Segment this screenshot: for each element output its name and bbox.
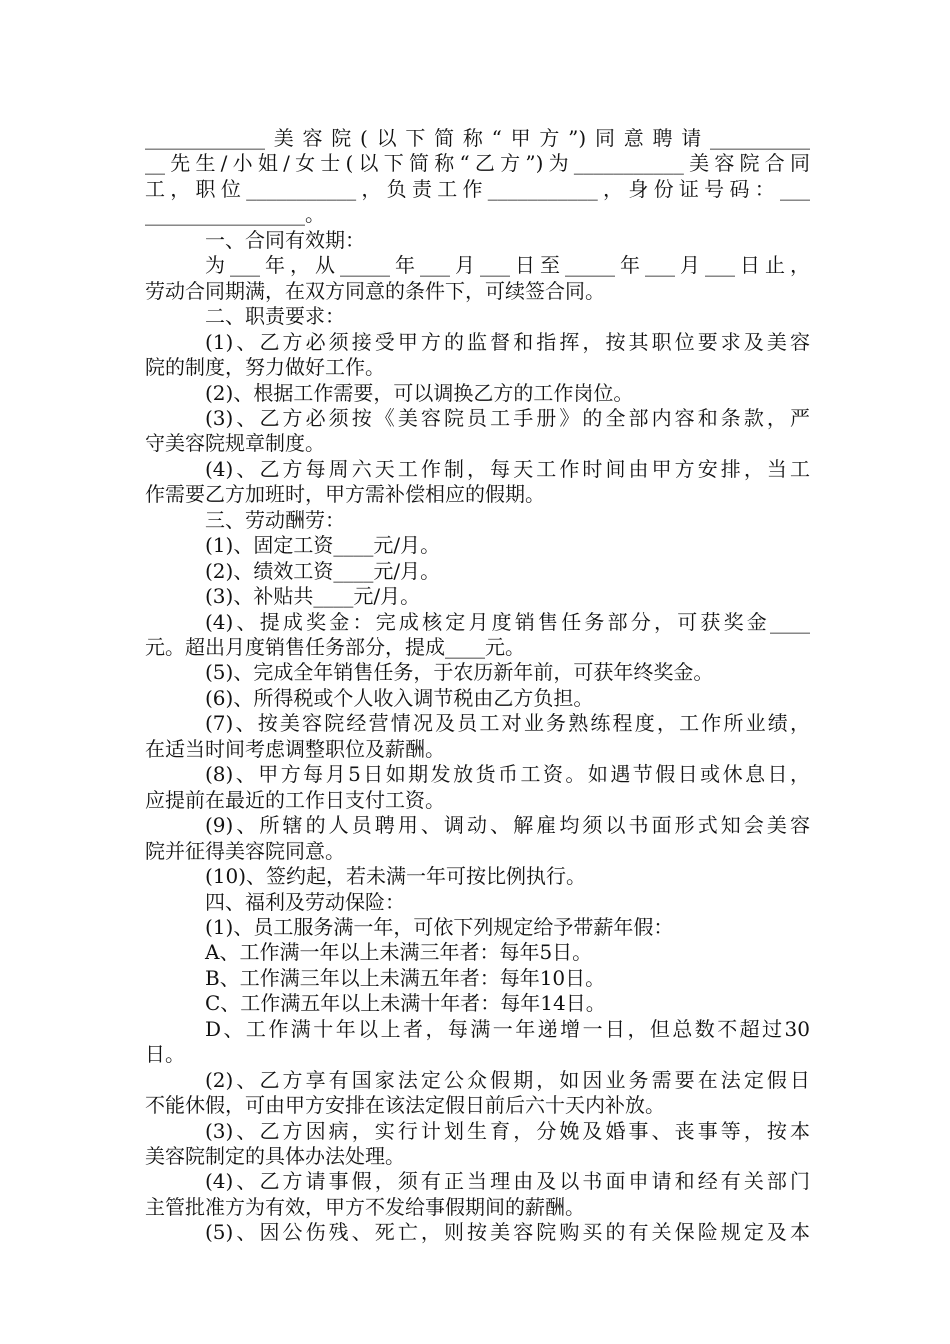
text-line: (2)、根据工作需要，可以调换乙方的工作岗位。 [205, 380, 634, 405]
text-line: 主管批准方为有效，甲方不发给事假期间的薪酬。 [145, 1194, 585, 1219]
text-line: (3)、补贴共____元/月。 [205, 584, 421, 609]
text-line: (4)、提成奖金：完成核定月度销售任务部分，可获奖金____ [205, 609, 810, 634]
text-line: (3)、乙方必须按《美容院员工手册》的全部内容和条款，严 [205, 405, 810, 430]
text-line: 守美容院规章制度。 [145, 431, 325, 456]
text-line: (7)、按美容院经营情况及员工对业务熟练程度，工作所业绩， [205, 711, 810, 736]
text-line: 应提前在最近的工作日支付工资。 [145, 787, 445, 812]
text-line: (8)、甲方每月5日如期发放货币工资。如遇节假日或休息日， [205, 762, 810, 787]
text-line: (2)、乙方享有国家法定公众假期，如因业务需要在法定假日 [205, 1067, 810, 1092]
text-line: 为___年，从_____年___月___日至_____年___月___日止， [205, 253, 810, 278]
text-line: 院的制度，努力做好工作。 [145, 355, 385, 380]
text-line: C、工作满五年以上未满十年者：每年14日。 [205, 991, 606, 1016]
text-line: 在适当时间考虑调整职位及薪酬。 [145, 736, 445, 761]
text-line: 元。超出月度销售任务部分，提成____元。 [145, 635, 525, 659]
text-line: 劳动合同期满，在双方同意的条件下，可续签合同。 [145, 278, 605, 303]
text-line: 不能休假，可由甲方安排在该法定假日前后六十天内补放。 [145, 1093, 665, 1118]
text-line: (5)、完成全年销售任务，于农历新年前，可获年终奖金。 [205, 660, 714, 685]
text-line: ____________美容院(以下简称“甲方”)同意聘请__________ [145, 126, 810, 150]
text-line: 日。 [145, 1042, 185, 1067]
text-line: 二、职责要求： [205, 304, 345, 329]
text-line: (1)、员工服务满一年，可依下列规定给予带薪年假： [205, 914, 674, 939]
text-line: __先生/小姐/女士(以下简称“乙方”)为___________美容院合同 [145, 151, 810, 176]
text-line: D、工作满十年以上者，每满一年递增一日，但总数不超过30 [205, 1016, 810, 1041]
text-line: 一、合同有效期： [205, 227, 365, 252]
text-line: 四、福利及劳动保险： [205, 889, 405, 914]
text-line: (4)、乙方请事假，须有正当理由及以书面申请和经有关部门 [205, 1169, 810, 1194]
text-line: (5)、因公伤残、死亡，则按美容院购买的有关保险规定及本 [205, 1220, 810, 1245]
text-line: (9)、所辖的人员聘用、调动、解雇均须以书面形式知会美容 [205, 813, 810, 838]
text-line: ________________。 [145, 202, 325, 227]
text-line: (1)、固定工资____元/月。 [205, 533, 441, 558]
text-line: (6)、所得税或个人收入调节税由乙方负担。 [205, 685, 594, 710]
text-line: (3)、乙方因病，实行计划生育，分娩及婚事、丧事等，按本 [205, 1118, 810, 1143]
text-line: (1)、乙方必须接受甲方的监督和指挥，按其职位要求及美容 [205, 329, 810, 354]
text-line: (2)、绩效工资____元/月。 [205, 558, 441, 583]
text-line: 作需要乙方加班时，甲方需补偿相应的假期。 [145, 482, 545, 507]
text-line: B、工作满三年以上未满五年者：每年10日。 [205, 965, 606, 990]
text-line: 美容院制定的具体办法处理。 [145, 1144, 405, 1168]
text-line: (10)、签约起，若未满一年可按比例执行。 [205, 864, 587, 889]
text-line: A、工作满一年以上未满三年者：每年5日。 [205, 940, 593, 965]
text-line: 工，职位___________，负责工作___________，身份证号码：___ [145, 176, 810, 201]
text-line: 院并征得美容院同意。 [145, 838, 345, 863]
text-line: 三、劳动酬劳： [205, 507, 345, 532]
text-line: (4)、乙方每周六天工作制，每天工作时间由甲方安排，当工 [205, 456, 810, 481]
